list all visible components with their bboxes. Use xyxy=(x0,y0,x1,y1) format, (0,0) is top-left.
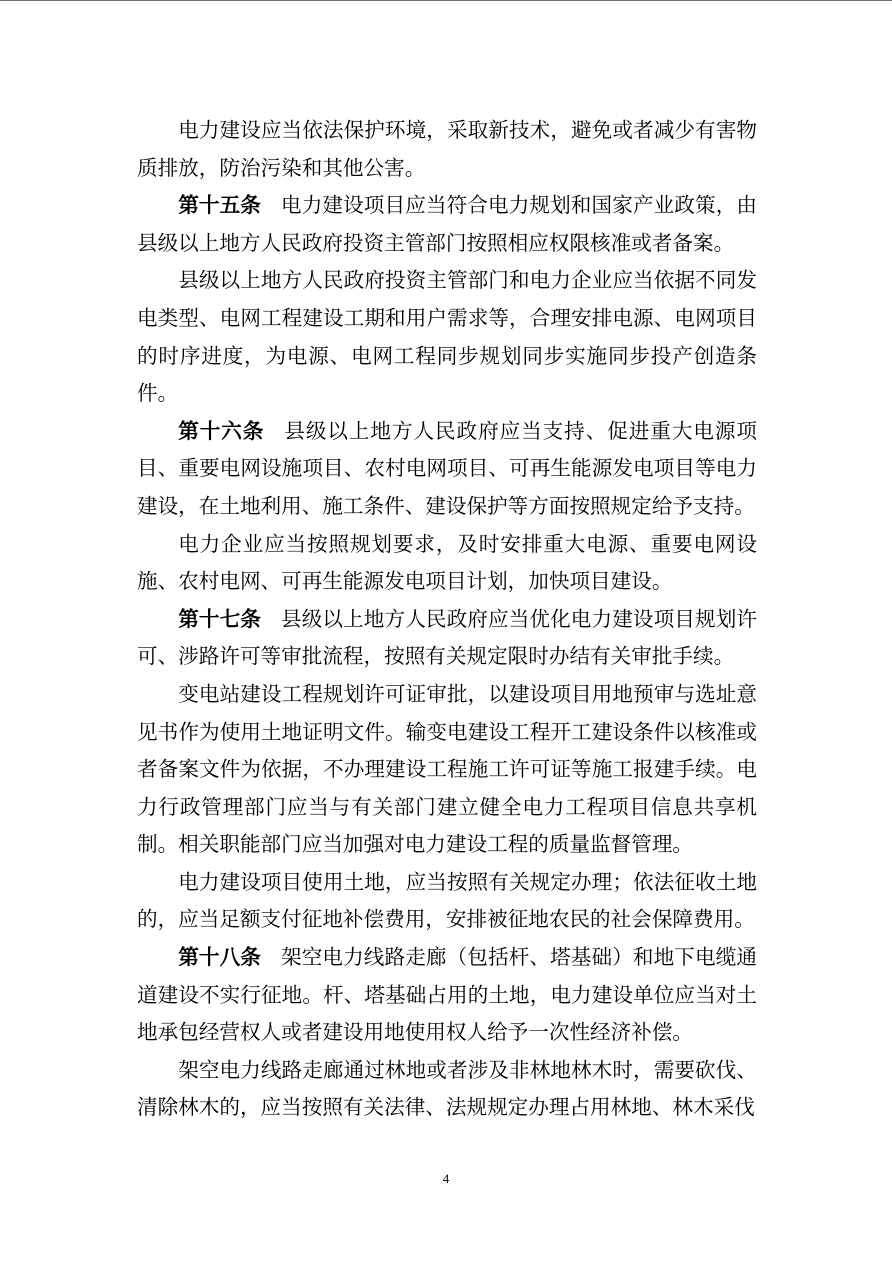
paragraph-text: 电力建设项目使用土地，应当按照有关规定办理；依法征收土地的，应当足额支付征地补偿费用，安排被征地农民的社会保障费用。 xyxy=(137,869,757,932)
article-number: 第十七条 xyxy=(178,606,261,631)
article-number: 第十六条 xyxy=(178,418,265,443)
paragraph-text: 电力建设项目应当符合电力规划和国家产业政策，由县级以上地方人民政府投资主管部门按照相应权限核准或者备案。 xyxy=(137,193,758,255)
paragraph-4 xyxy=(137,413,757,526)
article-number: 第十五条 xyxy=(178,193,261,218)
paragraph-5 xyxy=(137,526,757,601)
paragraph-8 xyxy=(137,864,757,939)
paragraph-9 xyxy=(137,939,757,1052)
page-number: 4 xyxy=(442,1171,450,1186)
paragraph-text: 架空电力线路走廊（包括杆、塔基础）和地下电缆通道建设不实行征地。杆、塔基础占用的土地，电力建设单位应当对土地承包经营权人或者建设用地使用权人给予一次性经济补偿。 xyxy=(137,945,758,1045)
paragraph-7 xyxy=(137,676,757,864)
page-top-border xyxy=(0,0,892,1)
paragraph-text: 电力企业应当按照规划要求，及时安排重大电源、重要电网设施、农村电网、可再生能源发电项目计划，加快项目建设。 xyxy=(137,531,757,594)
document-body xyxy=(137,112,757,1127)
article-number: 第十八条 xyxy=(178,945,261,970)
paragraph-text: 架空电力线路走廊通过林地或者涉及非林地林木时，需要砍伐、清除林木的，应当按照有关法律、法规规定办理占用林地、林木采伐 xyxy=(137,1057,757,1120)
paragraph-6 xyxy=(137,601,757,676)
paragraph-3 xyxy=(137,262,757,412)
paragraph-text: 变电站建设工程规划许可证审批，以建设项目用地预审与选址意见书作为使用土地证明文件。输变电建设工程开工建设条件以核准或者备案文件为依据，不办理建设工程施工许可证等施工报建手续。电力行政管理部门应当与有关部门建立健全电力工程项目信息共享机制。相关职能部门应当加强对电力建设工程的质量监督管理。 xyxy=(137,681,757,857)
paragraph-text: 县级以上地方人民政府投资主管部门和电力企业应当依据不同发电类型、电网工程建设工期和用户需求等，合理安排电源、电网项目的时序进度，为电源、电网工程同步规划同步实施同步投产创造条件。 xyxy=(137,268,757,406)
paragraph-10 xyxy=(137,1052,757,1127)
paragraph-2 xyxy=(137,187,757,262)
paragraph-text: 县级以上地方人民政府应当支持、促进重大电源项目、重要电网设施项目、农村电网项目、可再生能源发电项目等电力建设，在土地利用、施工条件、建设保护等方面按照规定给予支持。 xyxy=(137,418,758,518)
paragraph-text: 电力建设应当依法保护环境，采取新技术，避免或者减少有害物质排放，防治污染和其他公害。 xyxy=(137,118,757,180)
paragraph-1 xyxy=(137,112,757,187)
paragraph-text: 县级以上地方人民政府应当优化电力建设项目规划许可、涉路许可等审批流程，按照有关规定限时办结有关审批手续。 xyxy=(137,606,758,669)
